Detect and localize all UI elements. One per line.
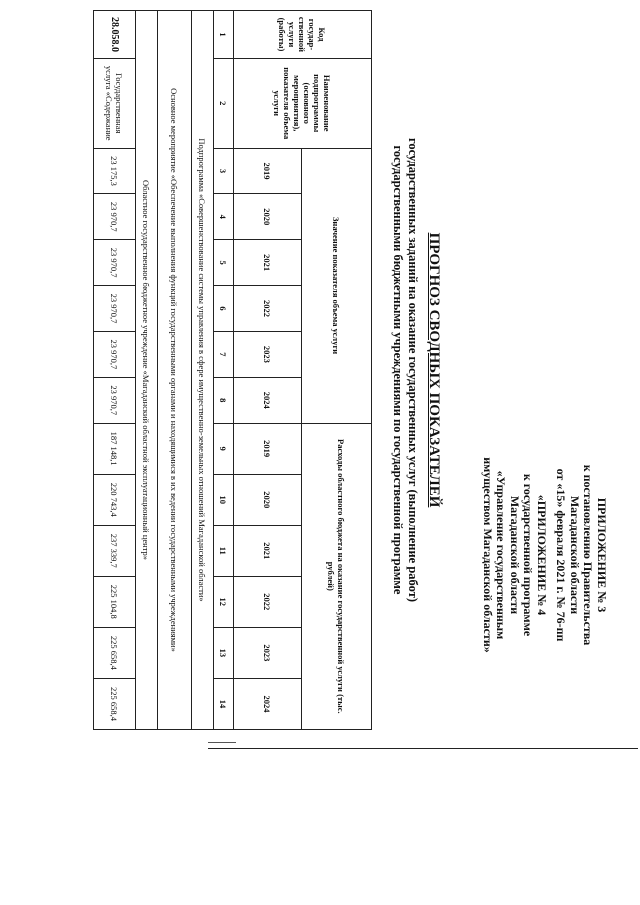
- col-number: 12: [214, 576, 234, 627]
- volume-value-cell: 23 970,7: [94, 240, 136, 286]
- appendix-region: Магаданской области: [568, 495, 582, 615]
- volume-year-2019: 2019: [234, 148, 302, 194]
- expense-year-2023: 2023: [234, 627, 302, 678]
- subtitle-line-2: государственными бюджетными учреждениями по государственной программе: [391, 145, 405, 595]
- volume-year-2020: 2020: [234, 194, 302, 240]
- col-number: 4: [214, 194, 234, 240]
- volume-year-2023: 2023: [234, 331, 302, 377]
- col-number: 6: [214, 286, 234, 332]
- volume-value-cell: 23 970,7: [94, 331, 136, 377]
- volume-value-cell: 23 175,3: [94, 148, 136, 194]
- expense-year-2020: 2020: [234, 474, 302, 525]
- header-expense: Расходы областного бюджета на оказание государственной услуги (тыс. рублей): [302, 423, 372, 729]
- header-code: Код государ-ственной услуги (работы): [234, 11, 372, 59]
- indicators-table: [93, 10, 372, 730]
- col-number: 14: [214, 678, 234, 729]
- appendix-quote-number: «ПРИЛОЖЕНИЕ № 4: [535, 494, 549, 616]
- expense-value-cell: 237 339,7: [94, 525, 136, 576]
- col-number: 2: [214, 58, 234, 148]
- appendix-block: [554, 405, 608, 705]
- main-event-row: Основное мероприятие «Обеспечение выполнения функций государственными органами и находящимися в их ведении государственными учреждениями»: [158, 11, 192, 730]
- col-number: 7: [214, 331, 234, 377]
- service-name-cell: Государственная услуга «Содержание: [94, 58, 136, 148]
- institution-row: Областное государственное бюджетное учреждение «Магаданский областной эксплуатационный центр»: [136, 11, 158, 730]
- appendix-quote-block: [481, 405, 549, 705]
- separator-dash: [208, 742, 236, 743]
- expense-year-2022: 2022: [234, 576, 302, 627]
- col-number: 10: [214, 474, 234, 525]
- col-number: 9: [214, 423, 234, 474]
- subtitle-line-1: государственных заданий на оказание государственных услуг (выполнение работ): [406, 138, 420, 602]
- separator-line: [208, 748, 638, 749]
- appendix-number: ПРИЛОЖЕНИЕ № 3: [595, 497, 609, 613]
- header-volume: Значение показателя объема услуги: [302, 148, 372, 423]
- col-number: 3: [214, 148, 234, 194]
- expense-value-cell: 225 658,4: [94, 678, 136, 729]
- col-number: 5: [214, 240, 234, 286]
- volume-year-2022: 2022: [234, 286, 302, 332]
- appendix-date: от «15» февраля 2021 г. № 76-пп: [554, 468, 569, 642]
- page-title: ПРОГНОЗ СВОДНЫХ ПОКАЗАТЕЛЕЙ: [426, 232, 442, 508]
- volume-value-cell: 23 970,7: [94, 377, 136, 423]
- volume-year-2021: 2021: [234, 240, 302, 286]
- expense-value-cell: 225 658,4: [94, 627, 136, 678]
- col-number: 11: [214, 525, 234, 576]
- expense-value-cell: 187 148,1: [94, 423, 136, 474]
- col-number: 1: [214, 11, 234, 59]
- col-number: 13: [214, 627, 234, 678]
- volume-value-cell: 23 970,7: [94, 286, 136, 332]
- header-name: Наименование подпрограммы (основного мероприятия), показателя объема услуги: [234, 58, 372, 148]
- expense-value-cell: 225 104,8: [94, 576, 136, 627]
- subprogram-row: Подпрограмма «Совершенствование системы управления в сфере имущественно-земельных отношений Магаданской области»: [192, 11, 214, 730]
- expense-year-2024: 2024: [234, 678, 302, 729]
- expense-value-cell: 220 743,4: [94, 474, 136, 525]
- appendix-quote-program2: имуществом Магаданской области»: [481, 457, 495, 653]
- rotated-document: [54, 10, 614, 730]
- col-number: 8: [214, 377, 234, 423]
- service-code-cell: 28.058.0: [94, 11, 136, 59]
- volume-value-cell: 23 970,7: [94, 194, 136, 240]
- appendix-ref-line: к постановлению Правительства: [581, 464, 596, 646]
- expense-year-2021: 2021: [234, 525, 302, 576]
- appendix-quote-ref: к государственной программе: [521, 473, 536, 637]
- appendix-quote-program1: «Управление государственным: [494, 470, 509, 640]
- volume-year-2024: 2024: [234, 377, 302, 423]
- expense-year-2019: 2019: [234, 423, 302, 474]
- appendix-quote-region: Магаданской области: [508, 495, 522, 615]
